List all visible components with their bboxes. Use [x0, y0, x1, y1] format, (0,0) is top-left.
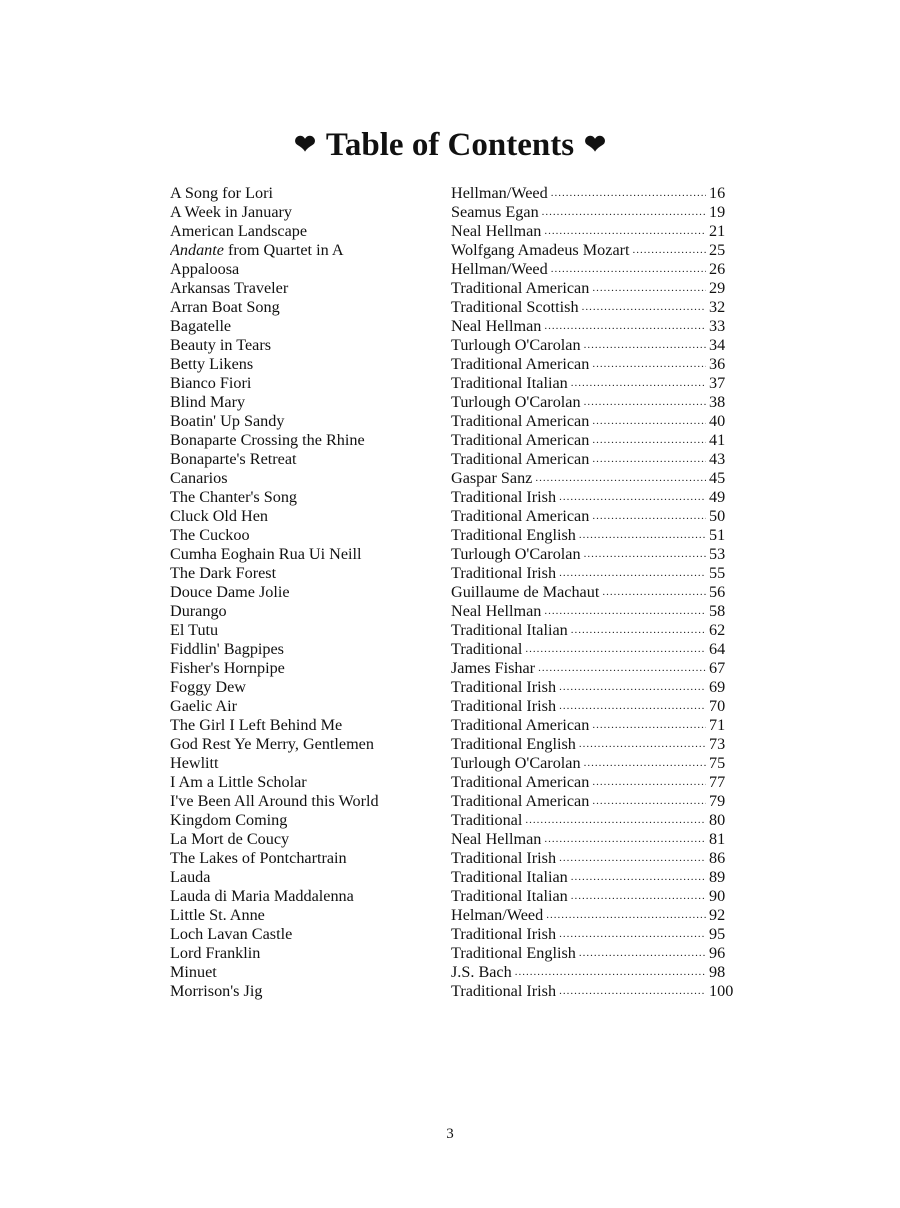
page-number-ref: 56 — [709, 583, 726, 601]
toc-entry[interactable] — [170, 241, 750, 260]
toc-entry[interactable] — [170, 640, 750, 659]
composer-name: Neal Hellman — [451, 830, 542, 848]
song-title-italic: Andante — [170, 241, 224, 259]
toc-entry[interactable] — [170, 792, 750, 811]
toc-entry[interactable] — [170, 887, 750, 906]
page-number-ref: 75 — [709, 754, 726, 772]
composer-name: Neal Hellman — [451, 602, 542, 620]
page-number-ref: 21 — [709, 222, 726, 240]
dot-leader — [551, 260, 706, 279]
composer-cell — [451, 944, 709, 963]
page-number-ref: 55 — [709, 564, 726, 582]
song-title: Bonaparte Crossing the Rhine — [170, 431, 365, 449]
composer-cell — [451, 583, 709, 602]
page-number-ref: 92 — [709, 906, 726, 924]
song-title: Foggy Dew — [170, 678, 246, 696]
song-title: Cluck Old Hen — [170, 507, 269, 525]
composer-cell — [451, 735, 709, 754]
dot-leader — [584, 393, 706, 412]
page-number-ref: 40 — [709, 412, 726, 430]
song-title: Douce Dame Jolie — [170, 583, 290, 601]
composer-name: Traditional Irish — [451, 564, 557, 582]
composer-name: Hellman/Weed — [451, 260, 548, 278]
toc-entry[interactable] — [170, 602, 750, 621]
song-title: Cumha Eoghain Rua Ui Neill — [170, 545, 362, 563]
song-title: American Landscape — [170, 222, 308, 240]
song-title: The Girl I Left Behind Me — [170, 716, 343, 734]
toc-entry[interactable] — [170, 279, 750, 298]
composer-name: Traditional American — [451, 507, 590, 525]
composer-cell — [451, 260, 709, 279]
song-title: The Chanter's Song — [170, 488, 298, 506]
composer-name: Seamus Egan — [451, 203, 539, 221]
page-number-ref: 64 — [709, 640, 726, 658]
composer-name: Traditional Italian — [451, 887, 568, 905]
composer-name: James Fishar — [451, 659, 536, 677]
composer-name: Traditional American — [451, 279, 590, 297]
song-title: The Lakes of Pontchartrain — [170, 849, 347, 867]
composer-name: Traditional Irish — [451, 849, 557, 867]
dot-leader — [592, 450, 706, 469]
song-title: Bagatelle — [170, 317, 232, 335]
toc-entry[interactable] — [170, 507, 750, 526]
composer-name: Traditional Scottish — [451, 298, 579, 316]
dot-leader — [559, 488, 706, 507]
toc-entry[interactable] — [170, 355, 750, 374]
page-number-ref: 58 — [709, 602, 726, 620]
song-title: Boatin' Up Sandy — [170, 412, 285, 430]
composer-cell — [451, 659, 709, 678]
song-title: A Song for Lori — [170, 184, 273, 202]
page-number-ref: 70 — [709, 697, 726, 715]
toc-entry[interactable] — [170, 868, 750, 887]
composer-name: Traditional American — [451, 716, 590, 734]
toc-entry[interactable] — [170, 222, 750, 241]
composer-name: J.S. Bach — [451, 963, 512, 981]
page-number-ref: 34 — [709, 336, 726, 354]
page-title: Table of Contents — [325, 127, 575, 163]
composer-name: Helman/Weed — [451, 906, 544, 924]
dot-leader — [592, 507, 706, 526]
composer-name: Traditional American — [451, 773, 590, 791]
composer-cell — [451, 488, 709, 507]
song-title: A Week in January — [170, 203, 293, 221]
composer-cell — [451, 602, 709, 621]
toc-entry[interactable] — [170, 621, 750, 640]
dot-leader — [584, 336, 706, 355]
song-title: Little St. Anne — [170, 906, 265, 924]
song-title: Loch Lavan Castle — [170, 925, 293, 943]
composer-cell — [451, 792, 709, 811]
composer-cell — [451, 621, 709, 640]
page-number-ref: 45 — [709, 469, 726, 487]
page-number-ref: 53 — [709, 545, 726, 563]
toc-entry[interactable] — [170, 773, 750, 792]
page-title-block — [0, 122, 900, 168]
composer-cell — [451, 678, 709, 697]
dot-leader — [579, 735, 706, 754]
toc-entry[interactable] — [170, 317, 750, 336]
toc-entry[interactable] — [170, 203, 750, 222]
page-number-ref: 32 — [709, 298, 726, 316]
toc-entry[interactable] — [170, 982, 750, 1001]
composer-cell — [451, 697, 709, 716]
toc-entry[interactable] — [170, 450, 750, 469]
dot-leader — [544, 222, 706, 241]
dot-leader — [559, 982, 706, 1001]
toc-entry[interactable] — [170, 469, 750, 488]
toc-entry[interactable] — [170, 754, 750, 773]
page-number-ref: 26 — [709, 260, 726, 278]
dot-leader — [525, 811, 706, 830]
dot-leader — [584, 754, 706, 773]
composer-name: Hellman/Weed — [451, 184, 548, 202]
composer-cell — [451, 317, 709, 336]
composer-cell — [451, 431, 709, 450]
dot-leader — [571, 887, 706, 906]
song-title: Canarios — [170, 469, 228, 487]
composer-name: Traditional American — [451, 792, 590, 810]
page-number-ref: 79 — [709, 792, 726, 810]
page-number-ref: 96 — [709, 944, 726, 962]
dot-leader — [602, 583, 706, 602]
song-title: Appaloosa — [170, 260, 240, 278]
composer-cell — [451, 355, 709, 374]
dot-leader — [582, 298, 706, 317]
page-number-ref: 73 — [709, 735, 726, 753]
composer-cell — [451, 450, 709, 469]
heart-icon: ❤ — [584, 130, 606, 159]
composer-name: Traditional Italian — [451, 868, 568, 886]
composer-cell — [451, 811, 709, 830]
song-title: Beauty in Tears — [170, 336, 272, 354]
page-number-ref: 80 — [709, 811, 726, 829]
composer-cell — [451, 849, 709, 868]
page-number-ref: 43 — [709, 450, 726, 468]
composer-cell — [451, 336, 709, 355]
toc-entry[interactable] — [170, 716, 750, 735]
page-number-ref: 33 — [709, 317, 726, 335]
song-title: Lord Franklin — [170, 944, 261, 962]
dot-leader — [592, 355, 706, 374]
song-title: Gaelic Air — [170, 697, 237, 715]
page-number-ref: 19 — [709, 203, 726, 221]
toc-entry[interactable] — [170, 735, 750, 754]
composer-cell — [451, 868, 709, 887]
toc-entry[interactable] — [170, 678, 750, 697]
composer-cell — [451, 279, 709, 298]
toc-entry[interactable] — [170, 545, 750, 564]
song-title: Durango — [170, 602, 227, 620]
song-title: Lauda — [170, 868, 211, 886]
song-title: Lauda di Maria Maddalenna — [170, 887, 354, 905]
dot-leader — [592, 431, 706, 450]
dot-leader — [579, 944, 706, 963]
dot-leader — [542, 203, 706, 222]
dot-leader — [544, 602, 706, 621]
toc-entry[interactable] — [170, 906, 750, 925]
toc-entry[interactable] — [170, 925, 750, 944]
dot-leader — [538, 659, 706, 678]
dot-leader — [592, 716, 706, 735]
composer-cell — [451, 925, 709, 944]
page-number-ref: 100 — [709, 982, 734, 1000]
composer-name: Traditional — [451, 811, 523, 829]
page-number-ref: 77 — [709, 773, 726, 791]
composer-name: Wolfgang Amadeus Mozart — [451, 241, 630, 259]
page-number-ref: 51 — [709, 526, 726, 544]
song-title: El Tutu — [170, 621, 219, 639]
composer-cell — [451, 564, 709, 583]
dot-leader — [571, 868, 706, 887]
toc-entry[interactable] — [170, 564, 750, 583]
composer-cell — [451, 773, 709, 792]
song-title: La Mort de Coucy — [170, 830, 290, 848]
dot-leader — [592, 412, 706, 431]
table-of-contents — [170, 184, 750, 1001]
composer-cell — [451, 982, 709, 1001]
toc-entry[interactable] — [170, 260, 750, 279]
dot-leader — [579, 526, 706, 545]
dot-leader — [546, 906, 706, 925]
composer-name: Turlough O'Carolan — [451, 754, 581, 772]
toc-entry[interactable] — [170, 697, 750, 716]
composer-cell — [451, 887, 709, 906]
composer-cell — [451, 222, 709, 241]
composer-name: Traditional Irish — [451, 925, 557, 943]
composer-name: Gaspar Sanz — [451, 469, 533, 487]
song-title: I've Been All Around this World — [170, 792, 379, 810]
page-number-ref: 25 — [709, 241, 726, 259]
page-number-ref: 50 — [709, 507, 726, 525]
composer-name: Traditional Italian — [451, 621, 568, 639]
song-title: Fiddlin' Bagpipes — [170, 640, 284, 658]
page-number-ref: 67 — [709, 659, 726, 677]
composer-cell — [451, 716, 709, 735]
page-number-ref: 16 — [709, 184, 726, 202]
composer-cell — [451, 393, 709, 412]
page-number-ref: 62 — [709, 621, 726, 639]
composer-cell — [451, 906, 709, 925]
toc-entry[interactable] — [170, 184, 750, 203]
dot-leader — [584, 545, 706, 564]
toc-entry[interactable] — [170, 849, 750, 868]
composer-name: Turlough O'Carolan — [451, 393, 581, 411]
toc-entry[interactable] — [170, 830, 750, 849]
dot-leader — [559, 678, 706, 697]
toc-entry[interactable] — [170, 963, 750, 982]
song-title: Blind Mary — [170, 393, 246, 411]
composer-cell — [451, 241, 709, 260]
composer-name: Traditional Italian — [451, 374, 568, 392]
page-number-ref: 36 — [709, 355, 726, 373]
composer-name: Traditional American — [451, 355, 590, 373]
dot-leader — [559, 564, 706, 583]
dot-leader — [592, 279, 706, 298]
composer-cell — [451, 830, 709, 849]
song-title: Arkansas Traveler — [170, 279, 289, 297]
dot-leader — [551, 184, 706, 203]
song-title: Hewlitt — [170, 754, 219, 772]
dot-leader — [571, 374, 706, 393]
composer-name: Traditional Irish — [451, 697, 557, 715]
composer-name: Traditional — [451, 640, 523, 658]
dot-leader — [559, 849, 706, 868]
page-number: 3 — [446, 1126, 454, 1142]
composer-cell — [451, 754, 709, 773]
composer-cell — [451, 963, 709, 982]
toc-entry[interactable] — [170, 526, 750, 545]
composer-cell — [451, 412, 709, 431]
toc-entry[interactable] — [170, 298, 750, 317]
composer-name: Traditional Irish — [451, 678, 557, 696]
composer-name: Traditional Irish — [451, 488, 557, 506]
song-title: Betty Likens — [170, 355, 254, 373]
song-title: The Dark Forest — [170, 564, 277, 582]
dot-leader — [559, 925, 706, 944]
song-title: The Cuckoo — [170, 526, 250, 544]
song-title: Minuet — [170, 963, 217, 981]
toc-entry[interactable] — [170, 488, 750, 507]
composer-name: Traditional American — [451, 431, 590, 449]
composer-name: Traditional English — [451, 526, 576, 544]
page-number-ref: 95 — [709, 925, 726, 943]
dot-leader — [544, 830, 706, 849]
page-number-ref: 37 — [709, 374, 726, 392]
song-title: Arran Boat Song — [170, 298, 280, 316]
composer-cell — [451, 469, 709, 488]
page-number-ref: 29 — [709, 279, 726, 297]
dot-leader — [592, 792, 706, 811]
page-number-ref: 90 — [709, 887, 726, 905]
page-number-ref: 38 — [709, 393, 726, 411]
composer-name: Neal Hellman — [451, 222, 542, 240]
page-number-ref: 41 — [709, 431, 726, 449]
song-title: I Am a Little Scholar — [170, 773, 307, 791]
composer-cell — [451, 374, 709, 393]
song-title: Bonaparte's Retreat — [170, 450, 297, 468]
composer-name: Turlough O'Carolan — [451, 545, 581, 563]
composer-name: Turlough O'Carolan — [451, 336, 581, 354]
heart-icon: ❤ — [294, 130, 316, 159]
page-number-ref: 98 — [709, 963, 726, 981]
song-title: Bianco Fiori — [170, 374, 252, 392]
toc-entry[interactable] — [170, 431, 750, 450]
page-number-ref: 69 — [709, 678, 726, 696]
composer-cell — [451, 298, 709, 317]
song-title: Fisher's Hornpipe — [170, 659, 285, 677]
dot-leader — [535, 469, 706, 488]
song-title: God Rest Ye Merry, Gentlemen — [170, 735, 374, 753]
dot-leader — [515, 963, 706, 982]
page-number-ref: 71 — [709, 716, 726, 734]
toc-entry[interactable] — [170, 583, 750, 602]
dot-leader — [559, 697, 706, 716]
composer-cell — [451, 203, 709, 222]
composer-cell — [451, 545, 709, 564]
composer-name: Traditional English — [451, 944, 576, 962]
toc-entry[interactable] — [170, 336, 750, 355]
toc-entry[interactable] — [170, 944, 750, 963]
page-number-ref: 49 — [709, 488, 726, 506]
composer-name: Neal Hellman — [451, 317, 542, 335]
dot-leader — [525, 640, 706, 659]
composer-cell — [451, 507, 709, 526]
song-title: Kingdom Coming — [170, 811, 288, 829]
composer-cell — [451, 640, 709, 659]
dot-leader — [544, 317, 706, 336]
page-number-ref: 89 — [709, 868, 726, 886]
composer-name: Traditional American — [451, 450, 590, 468]
toc-entry[interactable] — [170, 412, 750, 431]
composer-name: Guillaume de Machaut — [451, 583, 600, 601]
toc-entry[interactable] — [170, 811, 750, 830]
toc-entry[interactable] — [170, 659, 750, 678]
song-title: Andante from Quartet in A — [170, 241, 344, 259]
composer-cell — [451, 184, 709, 203]
toc-entry[interactable] — [170, 393, 750, 412]
page-number-ref: 81 — [709, 830, 726, 848]
dot-leader — [592, 773, 706, 792]
composer-name: Traditional Irish — [451, 982, 557, 1000]
page-number-ref: 86 — [709, 849, 726, 867]
composer-name: Traditional English — [451, 735, 576, 753]
toc-entry[interactable] — [170, 374, 750, 393]
dot-leader — [633, 241, 706, 260]
composer-name: Traditional American — [451, 412, 590, 430]
dot-leader — [571, 621, 706, 640]
composer-cell — [451, 526, 709, 545]
song-title: Morrison's Jig — [170, 982, 263, 1000]
